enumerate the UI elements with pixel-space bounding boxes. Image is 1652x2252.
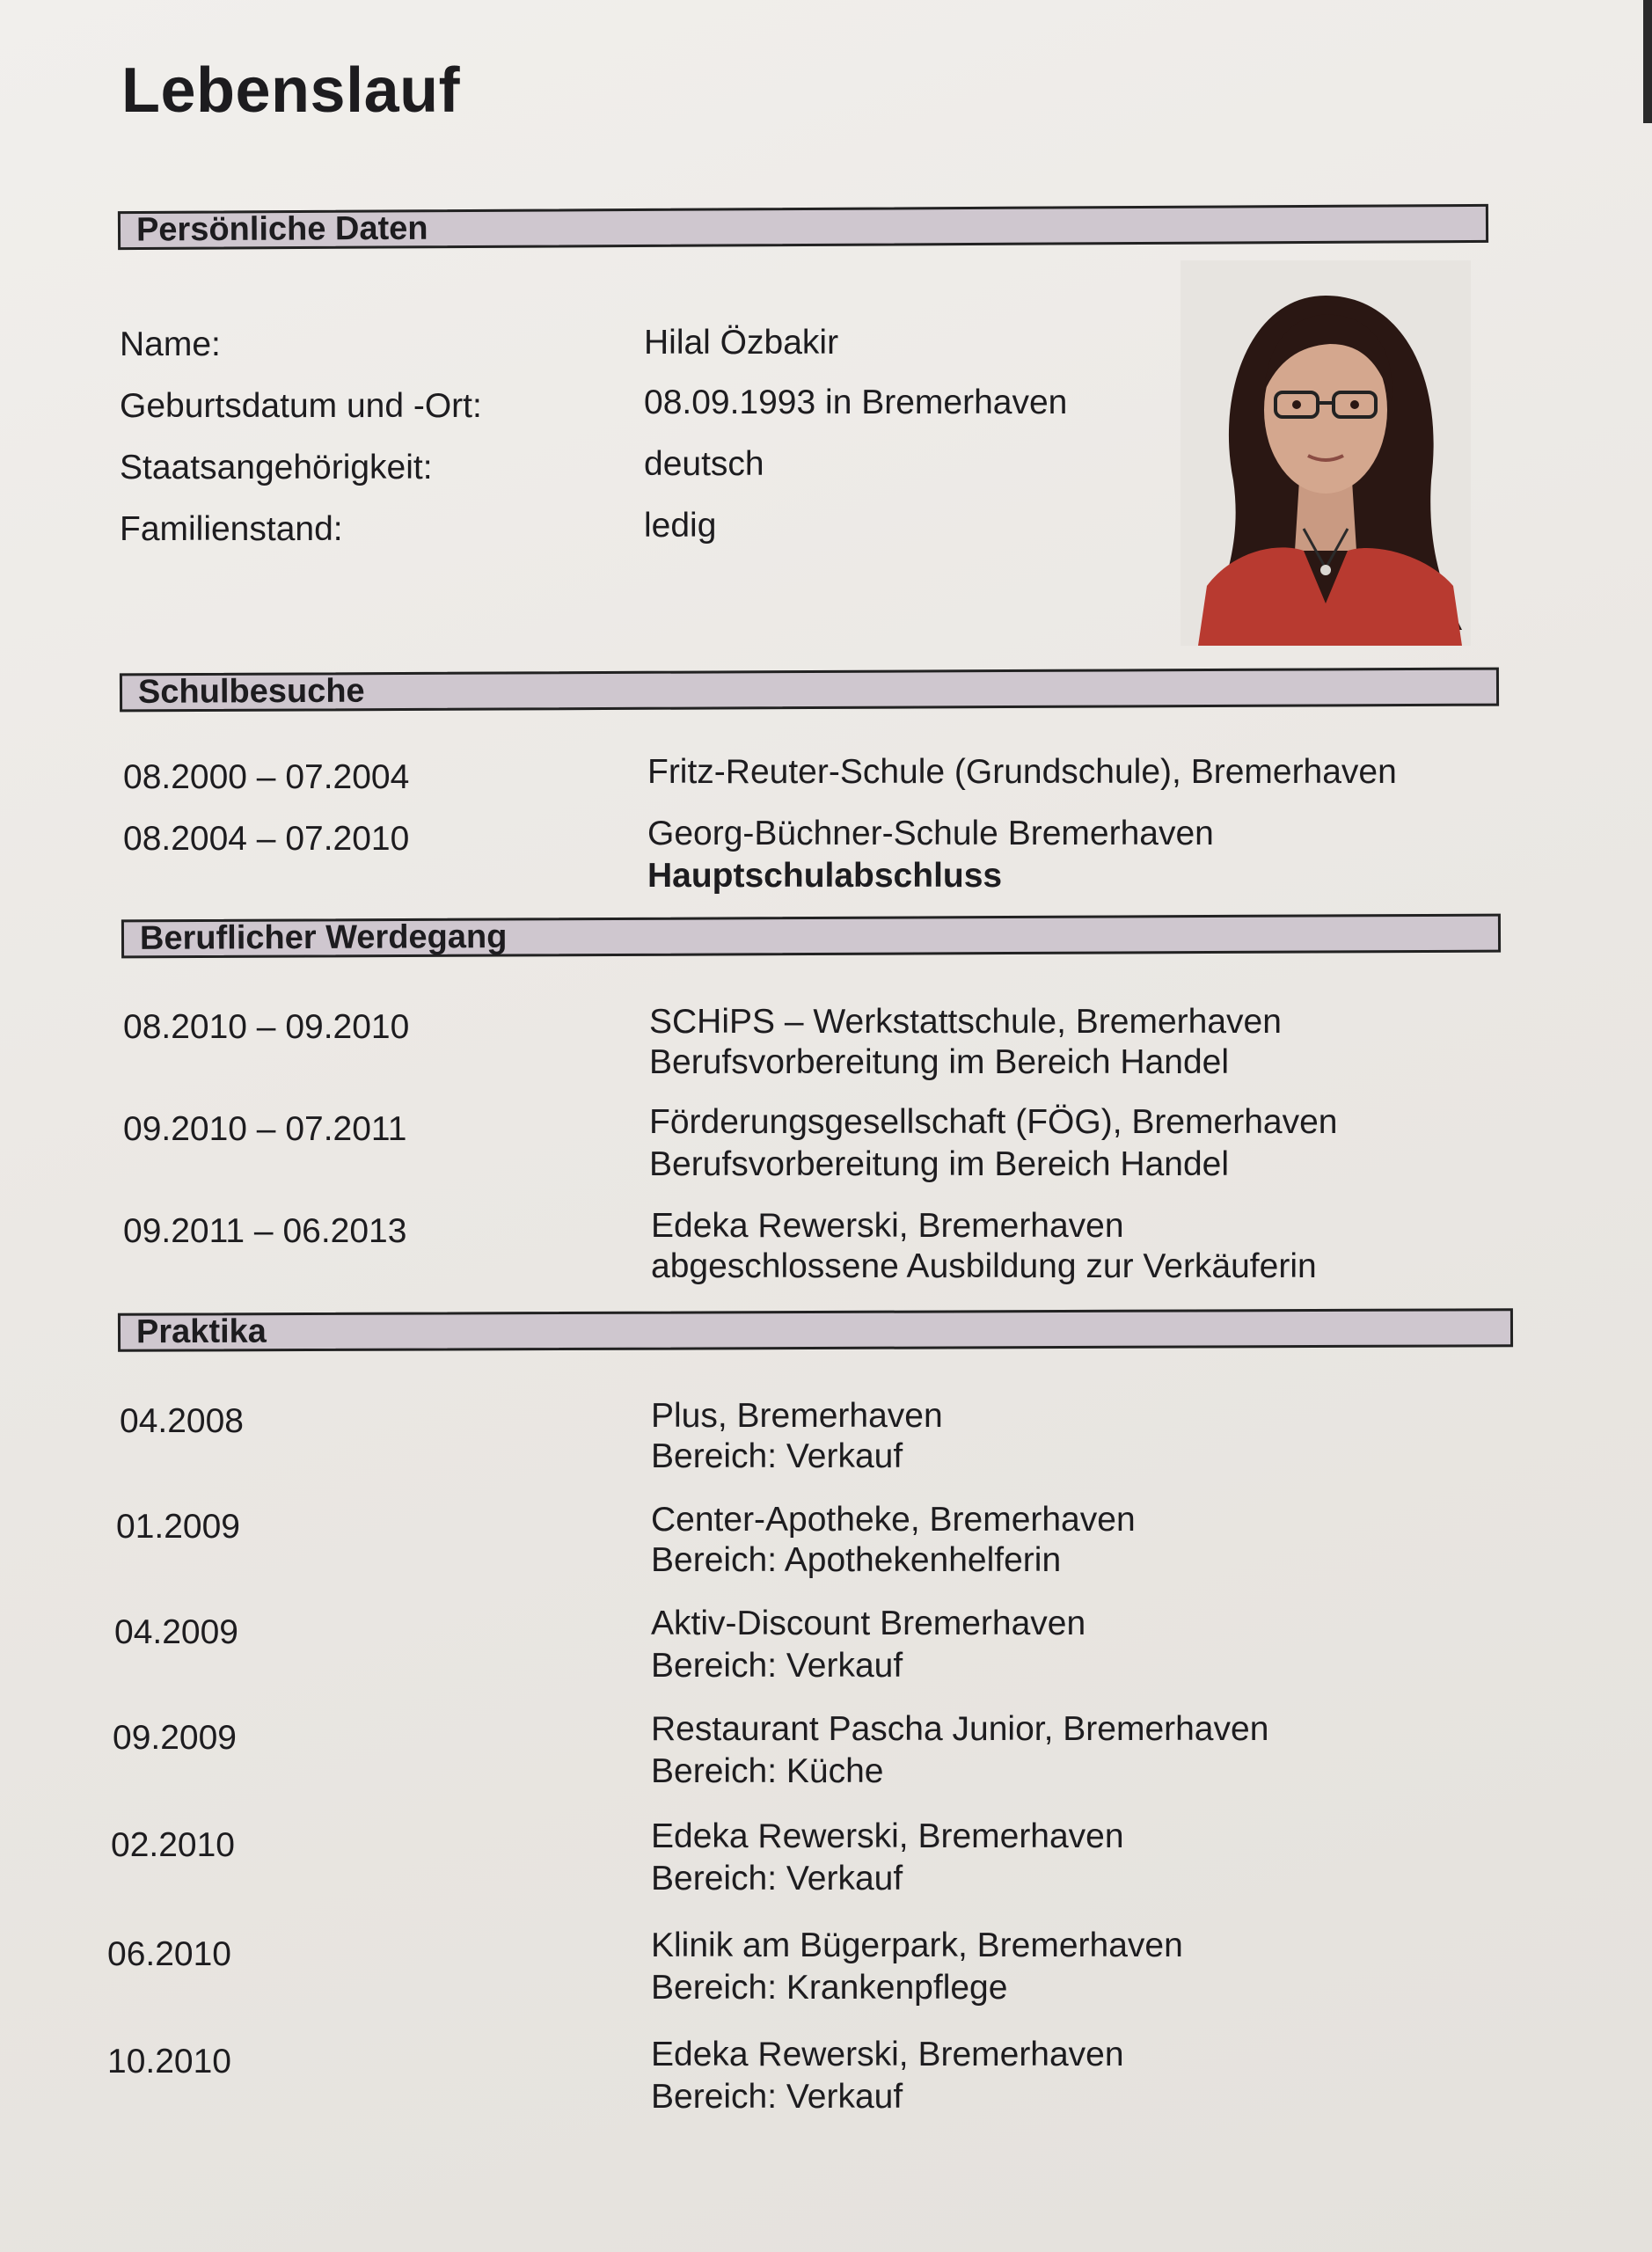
personal-label-birth: Geburtsdatum und -Ort: xyxy=(120,387,482,425)
personal-value-nationality: deutsch xyxy=(644,445,764,483)
school-institution-1: Fritz-Reuter-Schule (Grundschule), Bremerhaven xyxy=(647,753,1397,791)
internship-date-6: 06.2010 xyxy=(107,1935,231,1973)
internship-company-6: Klinik am Bügerpark, Bremerhaven xyxy=(651,1927,1183,1964)
career-date-3: 09.2011 – 06.2013 xyxy=(123,1212,407,1250)
personal-value-name: Hilal Özbakir xyxy=(644,324,839,362)
section-title-career: Beruflicher Werdegang xyxy=(139,918,508,957)
internship-date-3: 04.2009 xyxy=(114,1613,238,1651)
internship-date-2: 01.2009 xyxy=(116,1508,240,1546)
career-employer-2: Förderungsgesellschaft (FÖG), Bremerhaven xyxy=(649,1103,1338,1141)
internship-area-1: Bereich: Verkauf xyxy=(651,1437,903,1475)
school-degree-2: Hauptschulabschluss xyxy=(647,857,1003,895)
career-detail-3: abgeschlossene Ausbildung zur Verkäuferin xyxy=(651,1247,1317,1285)
internship-company-5: Edeka Rewerski, Bremerhaven xyxy=(651,1817,1124,1855)
internship-company-4: Restaurant Pascha Junior, Bremerhaven xyxy=(651,1710,1269,1748)
career-detail-2: Berufsvorbereitung im Bereich Handel xyxy=(649,1145,1230,1183)
portrait-photo xyxy=(1181,260,1471,646)
internship-date-7: 10.2010 xyxy=(107,2043,231,2080)
personal-label-name: Name: xyxy=(120,325,221,363)
portrait-image xyxy=(1181,260,1471,646)
internship-area-4: Bereich: Küche xyxy=(651,1752,884,1790)
career-detail-1: Berufsvorbereitung im Bereich Handel xyxy=(649,1043,1230,1081)
personal-label-marital: Familienstand: xyxy=(120,510,343,548)
section-title-personal: Persönliche Daten xyxy=(135,209,428,249)
internship-area-7: Bereich: Verkauf xyxy=(651,2078,903,2116)
internship-date-1: 04.2008 xyxy=(120,1402,244,1440)
personal-value-marital: ledig xyxy=(644,507,717,545)
internship-area-2: Bereich: Apothekenhelferin xyxy=(651,1541,1062,1579)
school-date-2: 08.2004 – 07.2010 xyxy=(123,820,410,858)
internship-area-6: Bereich: Krankenpflege xyxy=(651,1969,1008,2007)
section-header-career xyxy=(121,914,1501,959)
page-edge xyxy=(1643,0,1652,123)
school-date-1: 08.2000 – 07.2004 xyxy=(123,758,410,796)
internship-area-3: Bereich: Verkauf xyxy=(651,1647,903,1685)
section-title-school: Schulbesuche xyxy=(137,672,365,711)
school-institution-2: Georg-Büchner-Schule Bremerhaven xyxy=(647,815,1214,852)
internship-company-1: Plus, Bremerhaven xyxy=(651,1397,943,1435)
internship-company-3: Aktiv-Discount Bremerhaven xyxy=(651,1605,1086,1642)
section-header-school xyxy=(120,668,1499,713)
internship-company-7: Edeka Rewerski, Bremerhaven xyxy=(651,2036,1124,2073)
internship-area-5: Bereich: Verkauf xyxy=(651,1860,903,1897)
section-header-internships xyxy=(118,1308,1513,1352)
career-employer-1: SCHiPS – Werkstattschule, Bremerhaven xyxy=(649,1003,1282,1041)
internship-date-4: 09.2009 xyxy=(113,1719,237,1757)
internship-company-2: Center-Apotheke, Bremerhaven xyxy=(651,1501,1136,1539)
section-header-personal xyxy=(118,204,1488,250)
career-date-1: 08.2010 – 09.2010 xyxy=(123,1008,410,1046)
career-employer-3: Edeka Rewerski, Bremerhaven xyxy=(651,1207,1124,1245)
personal-value-birth: 08.09.1993 in Bremerhaven xyxy=(644,384,1068,421)
personal-label-nationality: Staatsangehörigkeit: xyxy=(120,449,433,486)
career-date-2: 09.2010 – 07.2011 xyxy=(123,1110,407,1148)
document-title: Lebenslauf xyxy=(121,55,461,126)
section-title-internships: Praktika xyxy=(135,1312,267,1351)
internship-date-5: 02.2010 xyxy=(111,1826,235,1864)
